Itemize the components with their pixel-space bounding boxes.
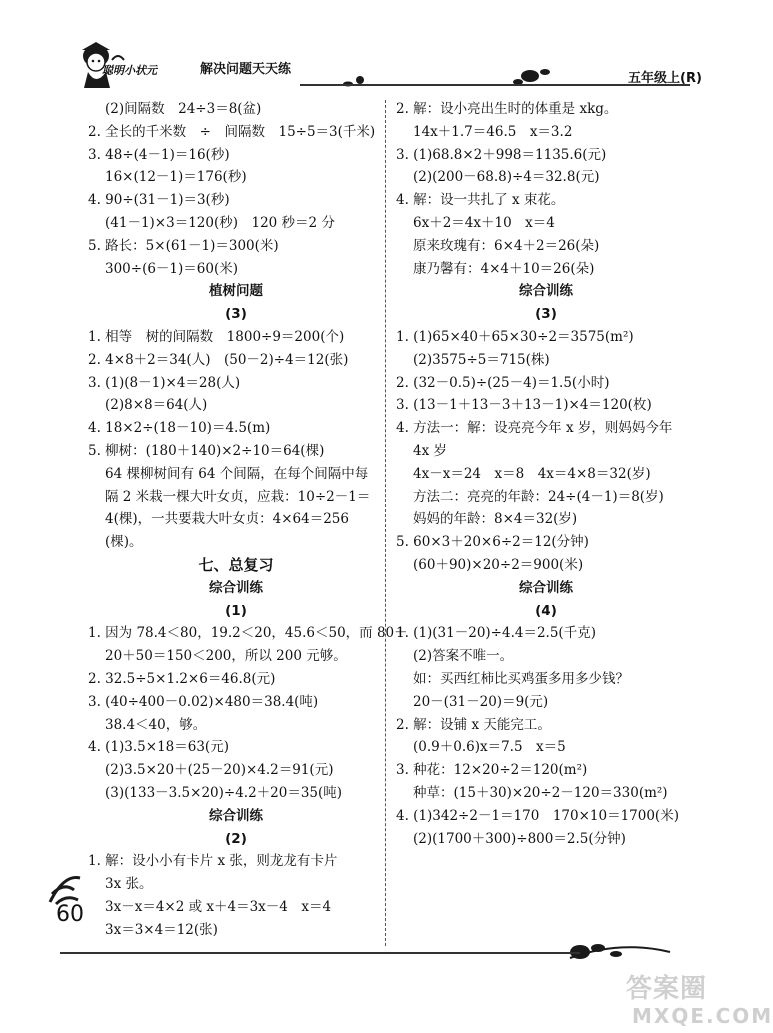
answer-line: 2. (32－0.5)÷(25－4)＝1.5(小时) bbox=[396, 374, 610, 391]
header-leaf-ornament-icon bbox=[330, 62, 570, 92]
answer-line: 康乃馨有：4×4＋10＝26(朵) bbox=[413, 260, 595, 277]
answer-line: 原来玫瑰有：6×4＋2＝26(朵) bbox=[413, 237, 600, 254]
answer-line: (0.9＋0.6)x＝7.5 x＝5 bbox=[413, 739, 566, 756]
left-column bbox=[88, 98, 408, 941]
answer-line: 3. 种花：12×20÷2＝120(m²) bbox=[396, 762, 588, 779]
answer-line: 1. 解：设小小有卡片 x 张，则龙龙有卡片 bbox=[88, 853, 338, 870]
answer-line: 3x 张。 bbox=[105, 876, 153, 893]
page-number: 60 bbox=[56, 902, 84, 927]
answer-line: 七、总复习 bbox=[198, 555, 274, 574]
answer-line: 1. (1)65×40＋65×30÷2＝3575(m²) bbox=[396, 328, 634, 345]
answer-line: (2)3575÷5＝715(株) bbox=[413, 351, 550, 368]
answer-line: (2)答案不唯一。 bbox=[413, 648, 514, 665]
answer-line: 综合训练 bbox=[519, 579, 573, 596]
answer-line: 1. 相等 树的间隔数 1800÷9＝200(个) bbox=[88, 328, 345, 345]
answer-line: (3) bbox=[535, 306, 557, 323]
answer-line: 2. 32.5÷5×1.2×6＝46.8(元) bbox=[88, 670, 276, 687]
answer-line: 5. 60×3＋20×6÷2＝12(分钟) bbox=[396, 534, 589, 551]
answer-line: (41－1)×3＝120(秒) 120 秒＝2 分 bbox=[105, 214, 335, 231]
answer-line: 2. 解：设小亮出生时的体重是 xkg。 bbox=[396, 101, 618, 117]
answer-line: 综合训练 bbox=[209, 579, 263, 596]
answer-line: 5. 路长：5×(61－1)＝300(米) bbox=[88, 237, 279, 254]
answer-line: 16×(12－1)＝176(秒) bbox=[105, 169, 247, 186]
answer-line: (2)3.5×20＋(25－20)×4.2＝91(元) bbox=[105, 762, 334, 779]
answer-line: (1) bbox=[225, 602, 247, 619]
answer-line: 14x＋1.7＝46.5 x＝3.2 bbox=[413, 123, 573, 140]
answer-line: 6x＋2＝4x＋10 x＝4 bbox=[413, 214, 555, 231]
answer-line: 2. 解：设铺 x 天能完工。 bbox=[396, 716, 551, 733]
answer-line: 综合训练 bbox=[519, 283, 573, 300]
answer-line: 4. (1)342÷2－1＝170 170×10＝1700(米) bbox=[396, 807, 679, 824]
answer-line: (2)间隔数 24÷3＝8(盆) bbox=[105, 101, 262, 117]
answer-line: 4. 90÷(31－1)＝3(秒) bbox=[88, 192, 230, 209]
answer-line: 3. (1)68.8×2＋998＝1135.6(元) bbox=[396, 146, 607, 163]
watermark-text: 答案圈 bbox=[626, 974, 708, 1004]
answer-line: 20＋50＝150＜200，所以 200 元够。 bbox=[105, 648, 347, 665]
answer-line: 4. (1)3.5×18＝63(元) bbox=[88, 739, 229, 756]
answer-line: 3. (13－1＋13－3＋13－1)×4＝120(枚) bbox=[396, 397, 652, 414]
watermark-url: MXQE.COM bbox=[632, 1004, 773, 1028]
answer-line: 4x 岁 bbox=[413, 442, 447, 459]
book-title: 解决问题天天练 bbox=[200, 62, 292, 77]
answer-line: 5. 柳树：(180＋140)×2÷10＝64(棵) bbox=[88, 442, 325, 459]
answer-line: 4. 18×2÷(18－10)＝4.5(m) bbox=[88, 420, 271, 437]
footer-leaf-ornament-icon bbox=[560, 936, 680, 966]
answer-line: 方法二：亮亮的年龄：24÷(4－1)＝8(岁) bbox=[413, 488, 664, 505]
answer-line: 种草：(15＋30)×20÷2－120＝330(m²) bbox=[413, 784, 668, 801]
answer-line: (4) bbox=[535, 602, 557, 619]
answer-line: 3x＝3×4＝12(张) bbox=[105, 921, 218, 938]
answer-line: 4. 解：设一共扎了 x 束花。 bbox=[396, 192, 565, 209]
page-header bbox=[0, 0, 750, 96]
logo-text: 聪明小状元 bbox=[102, 64, 157, 77]
answer-line: 如：买西红柿比买鸡蛋多用多少钱？ bbox=[413, 670, 629, 687]
answer-line: (2) bbox=[225, 830, 247, 847]
answer-line: 植树问题 bbox=[209, 283, 263, 300]
answer-line: 3. 48÷(4－1)＝16(秒) bbox=[88, 146, 230, 163]
footer-rule bbox=[60, 952, 580, 954]
right-column bbox=[396, 98, 696, 850]
answer-line: 3x－x＝4×2 或 x＋4＝3x－4 x＝4 bbox=[105, 898, 332, 915]
answer-line: 1. 因为 78.4＜80，19.2＜20，45.6＜50，而 80＋ bbox=[88, 625, 408, 642]
answer-line: 妈妈的年龄：8×4＝32(岁) bbox=[413, 511, 578, 528]
answer-line: 2. 全长的千米数 ÷ 间隔数 15÷5＝3(千米) bbox=[88, 123, 376, 140]
answer-line: 2. 4×8＋2＝34(人) (50－2)÷4＝12(张) bbox=[88, 351, 349, 368]
grade-label: 五年级上(R) bbox=[628, 71, 702, 86]
answer-line: (2)(1700＋300)÷800＝2.5(分钟) bbox=[413, 830, 626, 847]
answer-line: 4(棵)，一共要栽大叶女贞：4×64＝256 bbox=[105, 511, 349, 528]
answer-line: 64 棵柳树间有 64 个间隔，在每个间隔中每 bbox=[105, 465, 369, 482]
column-divider bbox=[385, 100, 386, 946]
answer-line: 综合训练 bbox=[209, 807, 263, 824]
answer-line: 20－(31－20)＝9(元) bbox=[413, 693, 549, 710]
answer-line: 4. 方法一：解：设亮亮今年 x 岁，则妈妈今年 bbox=[396, 420, 673, 437]
answer-line: 1. (1)(31－20)÷4.4＝2.5(千克) bbox=[396, 625, 596, 642]
answer-line: 38.4＜40，够。 bbox=[105, 716, 207, 733]
answer-line: 隔 2 米栽一棵大叶女贞，应栽：10÷2－1＝ bbox=[105, 488, 371, 505]
answer-line: (2)(200－68.8)÷4＝32.8(元) bbox=[413, 169, 600, 186]
answer-line: 3. (40÷400－0.02)×480＝38.4(吨) bbox=[88, 693, 319, 710]
answer-line: 4x－x＝24 x＝8 4x＝4×8＝32(岁) bbox=[413, 465, 651, 482]
answer-line: 3. (1)(8－1)×4＝28(人) bbox=[88, 374, 241, 391]
answer-line: (3)(133－3.5×20)÷4.2＋20＝35(吨) bbox=[105, 784, 343, 801]
answer-line: (2)8×8＝64(人) bbox=[105, 397, 208, 414]
answer-line: (3) bbox=[225, 306, 247, 323]
answer-line: (棵)。 bbox=[105, 534, 143, 551]
answer-line: 300÷(6－1)＝60(米) bbox=[105, 260, 239, 277]
answer-line: (60＋90)×20÷2＝900(米) bbox=[413, 556, 584, 573]
